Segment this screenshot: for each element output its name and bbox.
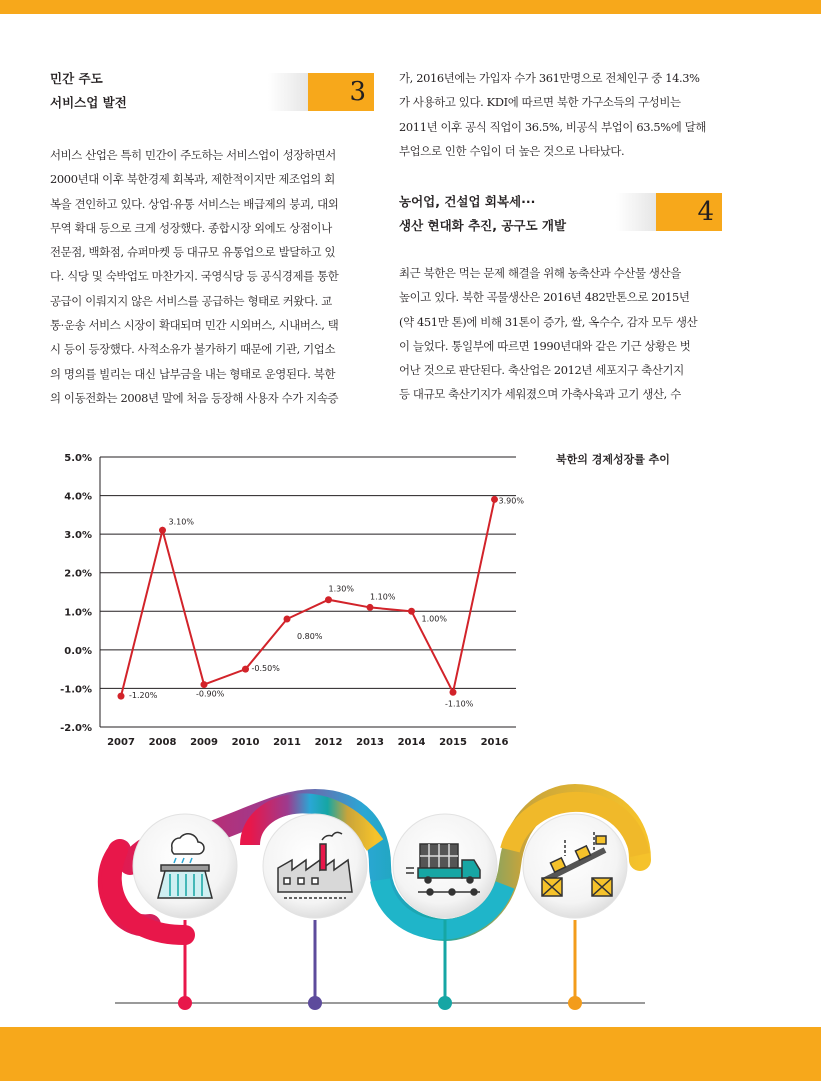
- heading-line: 생산 현대화 추진, 공구도 개발: [399, 218, 567, 233]
- top-accent-bar: [0, 0, 821, 14]
- x-tick-label: 2013: [356, 737, 384, 748]
- data-label: -0.90%: [196, 689, 225, 699]
- y-tick-label: -2.0%: [60, 723, 92, 734]
- data-point: [450, 689, 457, 696]
- y-tick-label: 0.0%: [64, 645, 92, 657]
- section-number-badge: 3: [308, 73, 374, 111]
- y-tick-label: 3.0%: [64, 530, 92, 542]
- section-4-heading: [399, 190, 566, 238]
- data-label: -1.20%: [129, 691, 158, 701]
- heading-line: 민간 주도: [50, 71, 103, 86]
- x-tick-label: 2007: [107, 737, 135, 748]
- section-number-badge: 4: [656, 193, 722, 231]
- data-label: -1.10%: [445, 699, 474, 709]
- x-tick-label: 2012: [314, 737, 343, 748]
- section-3-body-continued: [399, 66, 721, 163]
- body-line: 부업으로 인한 수입이 더 높은 것으로 나타났다.: [399, 143, 625, 158]
- x-tick-label: 2008: [148, 737, 177, 748]
- data-point: [408, 608, 415, 615]
- body-line: 이 늘었다. 통일부에 따르면 1990년대와 같은 기근 상황은 벗: [399, 338, 691, 353]
- body-line: 통·운송 서비스 시장이 확대되며 민간 시외버스, 시내버스, 택: [50, 318, 339, 333]
- timeline-dot: [438, 996, 452, 1010]
- timeline-dot: [568, 996, 582, 1010]
- timeline-dot: [178, 996, 192, 1010]
- body-line: 2000년대 이후 북한경제 회복과, 제한적이지만 제조업의 회: [50, 172, 335, 187]
- number-shadow: [616, 193, 656, 231]
- x-tick-label: 2009: [190, 737, 218, 748]
- body-line: 2011년 이후 공식 직업이 36.5%, 비공식 부업이 63.5%에 달해: [399, 119, 707, 134]
- body-line: 공급이 이뤄지지 않은 서비스를 공급하는 형태로 커왔다. 교: [50, 293, 332, 308]
- data-point: [325, 596, 332, 603]
- body-line: 다. 식당 및 숙박업도 마찬가지. 국영식당 등 공식경제를 통한: [50, 269, 339, 284]
- body-line: (약 451만 톤)에 비해 31톤이 증가, 쌀, 옥수수, 감자 모두 생산: [399, 314, 698, 329]
- y-tick-label: 1.0%: [64, 607, 92, 619]
- body-line: 전문점, 백화점, 슈퍼마켓 등 대규모 유통업으로 발달하고 있: [50, 245, 336, 260]
- body-line: 무역 확대 등으로 크게 성장했다. 종합시장 외에도 상점이나: [50, 220, 332, 235]
- data-point: [367, 604, 374, 611]
- section-3-heading: [50, 67, 127, 115]
- section-3-body: [50, 143, 372, 410]
- x-tick-label: 2011: [273, 737, 301, 748]
- data-label: 1.10%: [370, 592, 396, 602]
- data-point: [159, 527, 166, 534]
- y-tick-label: 4.0%: [64, 491, 92, 503]
- y-tick-label: -1.0%: [60, 684, 92, 696]
- section-4-body: [399, 261, 721, 407]
- body-line: 가 사용하고 있다. KDI에 따르면 북한 가구소득의 구성비는: [399, 95, 681, 110]
- industry-infographic: [0, 770, 821, 1030]
- x-tick-label: 2015: [439, 737, 467, 748]
- growth-rate-chart: [50, 445, 590, 755]
- body-line: 의 이동전화는 2008년 말에 처음 등장해 사용자 수가 지속증: [50, 390, 339, 405]
- data-label: -0.50%: [251, 664, 280, 674]
- data-point: [242, 666, 249, 673]
- timeline-dot: [308, 996, 322, 1010]
- body-line: 의 명의를 빌리는 대신 납부금을 내는 형태로 운영된다. 북한: [50, 366, 336, 381]
- body-line: 서비스 산업은 특히 민간이 주도하는 서비스업이 성장하면서: [50, 148, 336, 162]
- number-shadow: [268, 73, 308, 111]
- series-line: [121, 499, 495, 696]
- y-tick-label: 5.0%: [64, 453, 92, 464]
- body-line: 등 대규모 축산기지가 세워졌으며 가축사육과 고기 생산, 수: [399, 387, 681, 402]
- heading-line: 서비스업 발전: [50, 95, 127, 110]
- heading-line: 농어업, 건설업 회복세···: [399, 194, 536, 209]
- body-line: 어난 것으로 판단된다. 축산업은 2012년 세포지구 축산기지: [399, 363, 684, 378]
- body-line: 가, 2016년에는 가입자 수가 361만명으로 전체인구 중 14.3%: [399, 71, 700, 85]
- data-label: 3.90%: [498, 496, 524, 506]
- body-line: 복을 견인하고 있다. 상업·유통 서비스는 배급제의 붕괴, 대외: [50, 196, 339, 211]
- x-tick-label: 2016: [480, 737, 509, 748]
- data-point: [201, 681, 208, 688]
- body-line: 높이고 있다. 북한 곡물생산은 2016년 482만톤으로 2015년: [399, 290, 690, 305]
- data-label: 3.10%: [168, 517, 194, 527]
- x-tick-label: 2014: [397, 737, 426, 748]
- data-label: 0.80%: [297, 632, 323, 641]
- y-tick-label: 2.0%: [64, 568, 92, 580]
- data-label: 1.30%: [328, 584, 354, 594]
- data-point: [118, 693, 125, 700]
- data-point: [491, 496, 498, 503]
- data-point: [284, 616, 291, 623]
- chart-title: 북한의 경제성장률 추이: [556, 453, 670, 466]
- data-label: 1.00%: [421, 614, 447, 624]
- x-tick-label: 2010: [231, 737, 260, 748]
- body-line: 시 등이 등장했다. 사적소유가 불가하기 때문에 기관, 기업소: [50, 342, 336, 357]
- body-line: 최근 북한은 먹는 문제 해결을 위해 농축산과 수산물 생산을: [399, 266, 681, 280]
- bottom-accent-bar: [0, 1027, 821, 1081]
